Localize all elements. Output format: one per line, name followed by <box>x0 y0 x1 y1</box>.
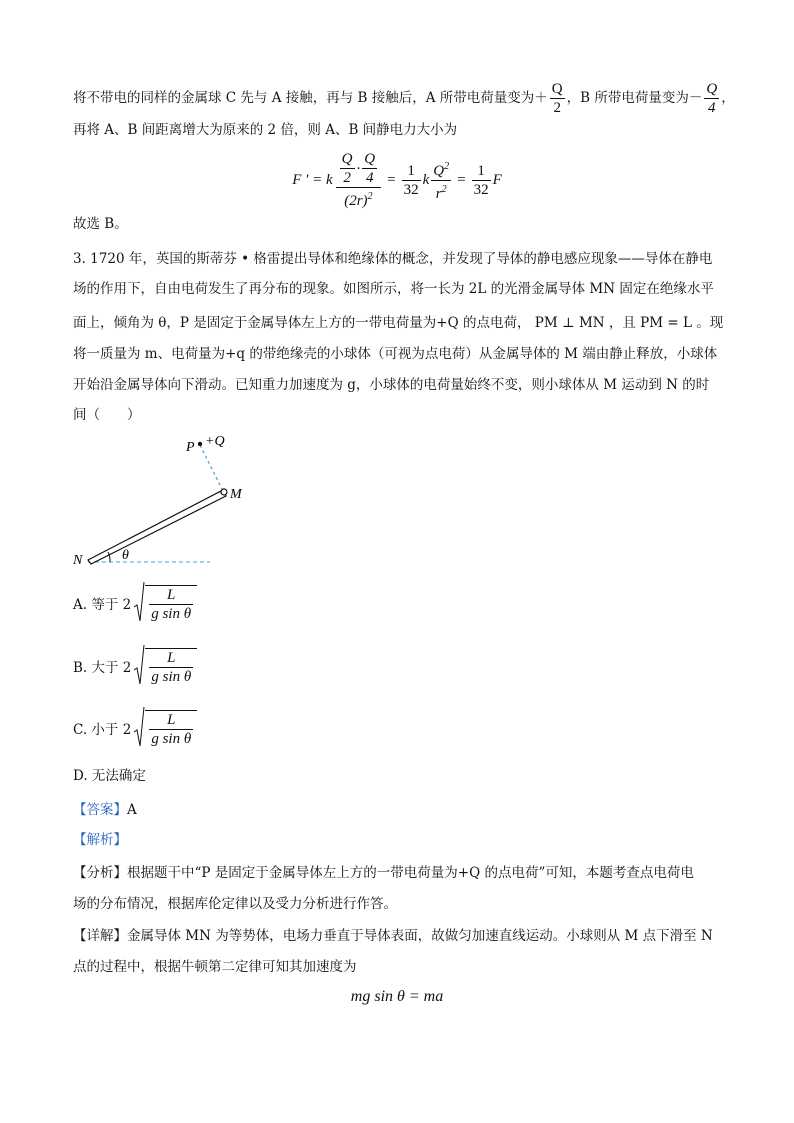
eq1-one-over-32-a <box>402 162 421 199</box>
frac-den: g sin θ <box>151 605 192 622</box>
label-plus-q: +Q <box>205 434 225 449</box>
q-letter: Q <box>433 162 445 179</box>
eq1-one-over-32-b <box>472 162 491 199</box>
sqrt-expression <box>133 644 197 688</box>
frac-den: g sin θ <box>151 668 192 685</box>
answer-value: A <box>127 802 137 818</box>
frac-num: L <box>149 711 193 730</box>
den-main: (2r) <box>344 193 368 209</box>
option-c[interactable] <box>73 706 197 750</box>
frac-num: L <box>149 586 193 605</box>
eq1-F: F <box>492 171 502 188</box>
para1-text-b: ，B 所带电荷量变为－ <box>566 90 703 106</box>
fenxi-line1 <box>73 863 694 883</box>
frac-num: 1 <box>402 162 421 181</box>
label-m: M <box>230 487 242 502</box>
label-n: N <box>73 553 83 568</box>
frac-den: 2 <box>553 100 561 116</box>
eq1-k: k <box>422 171 430 188</box>
frac-num <box>431 158 451 181</box>
small-ball <box>221 489 227 495</box>
option-label: D. 无法确定 <box>73 768 146 784</box>
frac-num: Q <box>551 81 563 97</box>
exp: 2 <box>441 183 447 195</box>
radical-sign-icon <box>133 706 145 750</box>
eq1-lhs: F ' = k <box>292 171 333 188</box>
equation-coulomb-force <box>0 150 794 210</box>
answer-line <box>73 800 137 820</box>
radical-sign-icon <box>133 581 145 625</box>
analysis-tag: 【解析】 <box>73 832 127 848</box>
eq1-numerator <box>336 150 381 188</box>
frac-den: 32 <box>473 181 489 198</box>
fraction <box>149 649 193 686</box>
den-exp: 2 <box>367 191 373 202</box>
eq1-denominator <box>336 188 381 210</box>
xiangjie-text-1: 金属导体 MN 为等势体，电场力垂直于导体表面，故做匀加速直线运动。小球则从 M 点下滑至 N <box>127 928 713 944</box>
sqrt-content <box>145 648 197 686</box>
eq1-q-over-2 <box>340 150 355 187</box>
fraction-q-over-2 <box>550 80 565 117</box>
frac-num: Q <box>341 151 353 167</box>
option-d[interactable] <box>73 766 146 786</box>
q3-line5: 开始沿金属导体向下滑动。已知重力加速度为 g，小球体的电荷量始终不变，则小球体从 M 运动到 N 的时 <box>73 377 710 393</box>
para1-text-c: ， <box>721 90 735 106</box>
option-a[interactable] <box>73 581 197 625</box>
option-label: C. 小于 2 <box>73 722 132 738</box>
para1-line2: 再将 A、B 间距离增大为原来的 2 倍，则 A、B 间静电力大小为 <box>73 122 458 138</box>
q3-line6: 间（ ） <box>73 407 141 423</box>
xiangjie-tag: 【详解】 <box>73 928 127 944</box>
frac-den: 32 <box>403 181 419 198</box>
frac-num: Q <box>364 151 376 167</box>
fraction <box>149 711 193 748</box>
fenxi-line2: 场的分布情况，根据库伦定律以及受力分析进行作答。 <box>73 896 397 912</box>
eq1-q-over-4 <box>362 150 377 187</box>
frac-num: Q <box>706 81 718 97</box>
incline-conductor-figure <box>60 425 260 575</box>
dot: · <box>356 160 361 177</box>
point-charge-p <box>198 442 202 446</box>
xiangjie-line2: 点的过程中，根据牛顿第二定律可知其加速度为 <box>73 959 357 975</box>
conclusion-text: 故选 B。 <box>73 216 128 232</box>
frac-num: 1 <box>472 162 491 181</box>
r-letter: r <box>435 185 442 202</box>
label-p: P <box>186 440 195 455</box>
sqrt-expression <box>133 706 197 750</box>
label-theta: θ <box>122 548 129 563</box>
fraction <box>149 586 193 623</box>
frac-den: g sin θ <box>151 730 192 747</box>
equals-sign: = <box>387 171 396 188</box>
frac-den <box>431 181 451 203</box>
frac-den: 2 <box>343 170 351 186</box>
q3-line3: 面上，倾角为 θ，P 是固定于金属导体左上方的一带电荷量为+Q 的点电荷， PM ⊥ MN ，且 PM = L 。现 <box>73 315 724 331</box>
frac-num: L <box>149 649 193 668</box>
q3-line4: 将一质量为 m、电荷量为+q 的带绝缘壳的小球体（可视为点电荷）从金属导体的 M 端由静止释放，小球体 <box>73 346 718 362</box>
exp: 2 <box>444 160 450 172</box>
para1-line1 <box>73 80 735 117</box>
sqrt-content <box>145 710 197 748</box>
sqrt-expression <box>133 581 197 625</box>
fraction-q-over-4 <box>704 80 719 117</box>
option-label: B. 大于 2 <box>73 660 132 676</box>
fenxi-tag: 【分析】 <box>73 865 127 881</box>
q3-line1: 3. 1720 年，英国的斯蒂芬 • 格雷提出导体和绝缘体的概念，并发现了导体的静电感应现象——导体在静电 <box>73 251 713 267</box>
equation-newton-second-law: mg sin θ = ma <box>350 988 444 1005</box>
sqrt-content <box>145 585 197 623</box>
pm-dashed-line <box>200 445 223 491</box>
frac-den: 4 <box>365 170 374 186</box>
frac-den: 4 <box>708 100 716 116</box>
answer-tag: 【答案】 <box>73 802 127 818</box>
radical-sign-icon <box>133 644 145 688</box>
option-b[interactable] <box>73 644 197 688</box>
fenxi-text-1: 根据题干中“P 是固定于金属导体左上方的一带电荷量为+Q 的点电荷”可知，本题考查点电荷电 <box>127 865 694 881</box>
para1-text-a: 将不带电的同样的金属球 C 先与 A 接触，再与 B 接触后，A 所带电荷量变为＋ <box>73 90 548 106</box>
xiangjie-line1 <box>73 926 713 946</box>
q3-line2: 场的作用下，自由电荷发生了再分布的现象。如图所示，将一长为 2L 的光滑金属导体 MN 固定在绝缘水平 <box>73 281 714 297</box>
eq1-q2-over-r2 <box>431 158 451 203</box>
eq1-main-fraction <box>336 150 381 210</box>
equals-sign: = <box>457 171 466 188</box>
option-label: A. 等于 2 <box>73 597 132 613</box>
